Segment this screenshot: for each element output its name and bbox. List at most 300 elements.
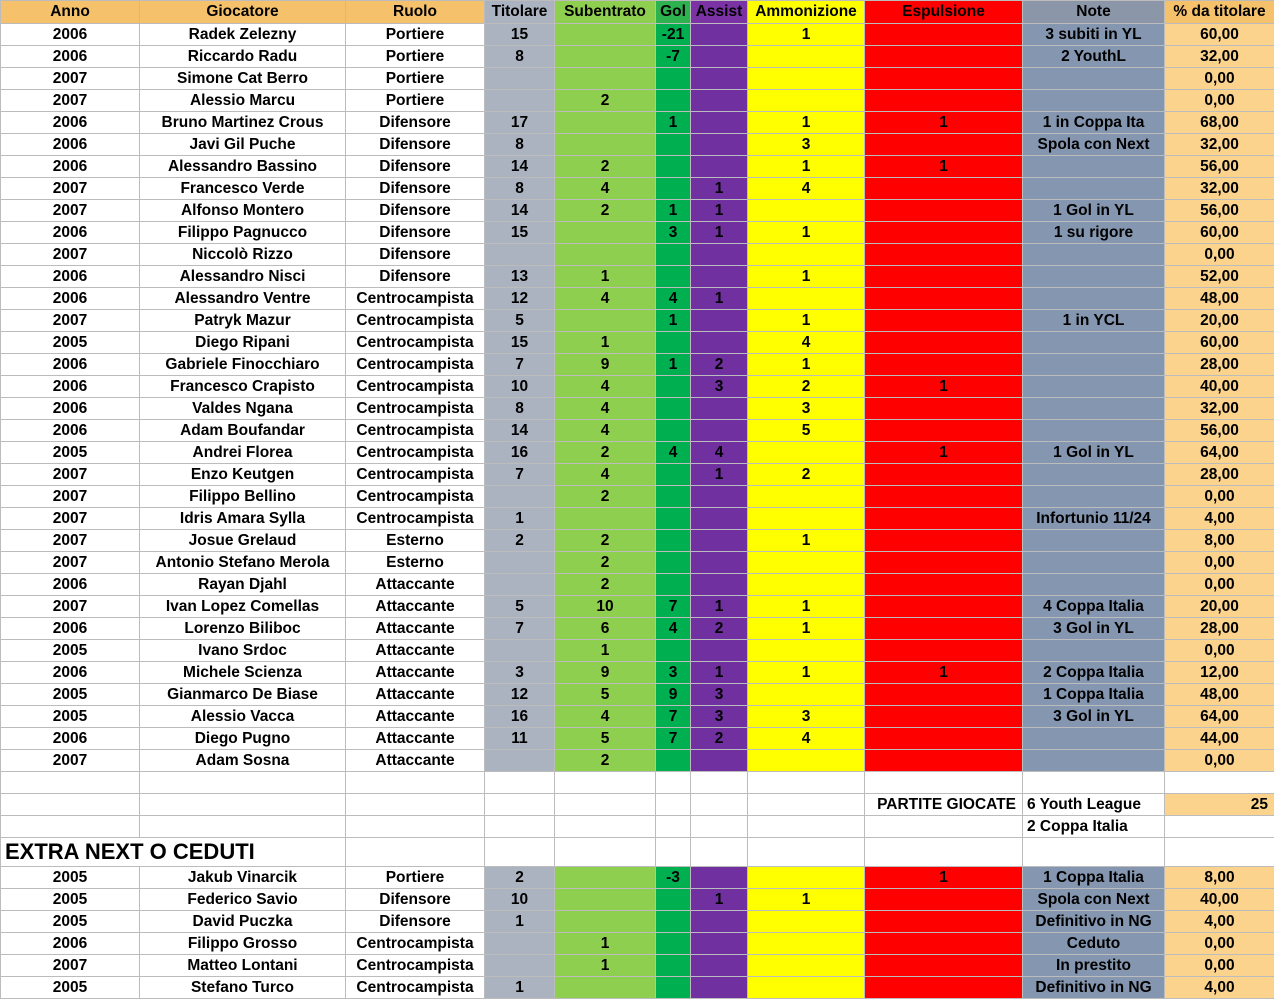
ruolo-cell[interactable]: Difensore <box>346 266 485 288</box>
assist-cell[interactable] <box>691 552 748 574</box>
ruolo-cell[interactable]: Centrocampista <box>346 354 485 376</box>
anno-cell[interactable]: 2007 <box>1 955 140 977</box>
percentuale-cell[interactable]: 32,00 <box>1165 398 1274 420</box>
ammonizione-cell[interactable]: 1 <box>748 889 865 911</box>
anno-cell[interactable]: 2006 <box>1 222 140 244</box>
espulsione-cell[interactable]: 1 <box>865 376 1023 398</box>
assist-cell[interactable] <box>691 68 748 90</box>
gol-cell[interactable]: 4 <box>656 288 691 310</box>
ruolo-cell[interactable]: Centrocampista <box>346 332 485 354</box>
empty-cell[interactable] <box>485 816 555 838</box>
titolare-cell[interactable]: 8 <box>485 178 555 200</box>
assist-cell[interactable]: 3 <box>691 376 748 398</box>
percentuale-cell[interactable]: 48,00 <box>1165 684 1274 706</box>
titolare-cell[interactable]: 1 <box>485 977 555 999</box>
espulsione-cell[interactable] <box>865 332 1023 354</box>
giocatore-cell[interactable]: Alessandro Bassino <box>140 156 346 178</box>
assist-cell[interactable]: 4 <box>691 442 748 464</box>
giocatore-cell[interactable]: Federico Savio <box>140 889 346 911</box>
subentrato-cell[interactable]: 4 <box>555 464 656 486</box>
giocatore-cell[interactable]: Patryk Mazur <box>140 310 346 332</box>
assist-cell[interactable] <box>691 867 748 889</box>
titolare-cell[interactable] <box>485 90 555 112</box>
ruolo-cell[interactable]: Centrocampista <box>346 977 485 999</box>
header-note[interactable]: Note <box>1023 1 1165 24</box>
subentrato-cell[interactable]: 9 <box>555 354 656 376</box>
titolare-cell[interactable]: 5 <box>485 596 555 618</box>
assist-cell[interactable] <box>691 911 748 933</box>
anno-cell[interactable]: 2006 <box>1 156 140 178</box>
empty-cell[interactable] <box>691 816 748 838</box>
titolare-cell[interactable]: 12 <box>485 684 555 706</box>
percentuale-cell[interactable]: 56,00 <box>1165 156 1274 178</box>
assist-cell[interactable]: 1 <box>691 200 748 222</box>
espulsione-cell[interactable]: 1 <box>865 662 1023 684</box>
ruolo-cell[interactable]: Difensore <box>346 134 485 156</box>
assist-cell[interactable] <box>691 46 748 68</box>
note-cell[interactable]: 1 Coppa Italia <box>1023 684 1165 706</box>
anno-cell[interactable]: 2006 <box>1 933 140 955</box>
titolare-cell[interactable]: 7 <box>485 464 555 486</box>
giocatore-cell[interactable]: Adam Boufandar <box>140 420 346 442</box>
ammonizione-cell[interactable]: 1 <box>748 662 865 684</box>
note-cell[interactable] <box>1023 332 1165 354</box>
ruolo-cell[interactable]: Centrocampista <box>346 420 485 442</box>
subentrato-cell[interactable]: 2 <box>555 200 656 222</box>
percentuale-cell[interactable]: 32,00 <box>1165 134 1274 156</box>
espulsione-cell[interactable] <box>865 684 1023 706</box>
note-cell[interactable] <box>1023 640 1165 662</box>
assist-cell[interactable]: 1 <box>691 222 748 244</box>
subentrato-cell[interactable] <box>555 310 656 332</box>
giocatore-cell[interactable]: Jakub Vinarcik <box>140 867 346 889</box>
note-cell[interactable]: 3 Gol in YL <box>1023 706 1165 728</box>
percentuale-cell[interactable]: 60,00 <box>1165 332 1274 354</box>
empty-cell[interactable] <box>1165 838 1274 867</box>
note-cell[interactable] <box>1023 574 1165 596</box>
empty-cell[interactable] <box>555 816 656 838</box>
giocatore-cell[interactable]: Alessandro Nisci <box>140 266 346 288</box>
assist-cell[interactable] <box>691 90 748 112</box>
empty-cell[interactable] <box>1165 772 1274 794</box>
anno-cell[interactable]: 2007 <box>1 310 140 332</box>
giocatore-cell[interactable]: Diego Pugno <box>140 728 346 750</box>
titolare-cell[interactable]: 8 <box>485 398 555 420</box>
gol-cell[interactable]: 1 <box>656 354 691 376</box>
percentuale-cell[interactable]: 20,00 <box>1165 596 1274 618</box>
giocatore-cell[interactable]: Filippo Bellino <box>140 486 346 508</box>
ruolo-cell[interactable]: Centrocampista <box>346 376 485 398</box>
header-assist[interactable]: Assist <box>691 1 748 24</box>
note-cell[interactable]: 2 Coppa Italia <box>1023 662 1165 684</box>
subentrato-cell[interactable] <box>555 889 656 911</box>
espulsione-cell[interactable] <box>865 640 1023 662</box>
gol-cell[interactable] <box>656 398 691 420</box>
subentrato-cell[interactable] <box>555 508 656 530</box>
ammonizione-cell[interactable]: 1 <box>748 596 865 618</box>
empty-cell[interactable] <box>555 794 656 816</box>
subentrato-cell[interactable]: 2 <box>555 442 656 464</box>
assist-cell[interactable]: 1 <box>691 178 748 200</box>
ammonizione-cell[interactable]: 1 <box>748 310 865 332</box>
gol-cell[interactable]: 4 <box>656 618 691 640</box>
ammonizione-cell[interactable] <box>748 574 865 596</box>
anno-cell[interactable]: 2006 <box>1 134 140 156</box>
subentrato-cell[interactable]: 4 <box>555 420 656 442</box>
ammonizione-cell[interactable]: 5 <box>748 420 865 442</box>
ruolo-cell[interactable]: Portiere <box>346 24 485 46</box>
note-cell[interactable] <box>1023 486 1165 508</box>
note-cell[interactable] <box>1023 266 1165 288</box>
anno-cell[interactable]: 2007 <box>1 552 140 574</box>
ammonizione-cell[interactable]: 1 <box>748 112 865 134</box>
note-cell[interactable]: 2 YouthL <box>1023 46 1165 68</box>
ruolo-cell[interactable]: Centrocampista <box>346 933 485 955</box>
titolare-cell[interactable]: 8 <box>485 46 555 68</box>
titolare-cell[interactable]: 15 <box>485 332 555 354</box>
ruolo-cell[interactable]: Esterno <box>346 552 485 574</box>
note-cell[interactable]: 1 Gol in YL <box>1023 442 1165 464</box>
empty-cell[interactable] <box>865 816 1023 838</box>
anno-cell[interactable]: 2006 <box>1 398 140 420</box>
giocatore-cell[interactable]: Alessio Marcu <box>140 90 346 112</box>
ruolo-cell[interactable]: Centrocampista <box>346 398 485 420</box>
ruolo-cell[interactable]: Esterno <box>346 530 485 552</box>
ruolo-cell[interactable]: Attaccante <box>346 618 485 640</box>
espulsione-cell[interactable] <box>865 244 1023 266</box>
titolare-cell[interactable]: 10 <box>485 889 555 911</box>
espulsione-cell[interactable] <box>865 134 1023 156</box>
header-titolare[interactable]: Titolare <box>485 1 555 24</box>
giocatore-cell[interactable]: Ivano Srdoc <box>140 640 346 662</box>
note-cell[interactable] <box>1023 552 1165 574</box>
giocatore-cell[interactable]: Ivan Lopez Comellas <box>140 596 346 618</box>
subentrato-cell[interactable]: 10 <box>555 596 656 618</box>
anno-cell[interactable]: 2007 <box>1 68 140 90</box>
percentuale-cell[interactable]: 0,00 <box>1165 640 1274 662</box>
gol-cell[interactable] <box>656 977 691 999</box>
percentuale-cell[interactable]: 0,00 <box>1165 750 1274 772</box>
espulsione-cell[interactable] <box>865 977 1023 999</box>
ruolo-cell[interactable]: Centrocampista <box>346 310 485 332</box>
gol-cell[interactable] <box>656 508 691 530</box>
espulsione-cell[interactable]: 1 <box>865 156 1023 178</box>
espulsione-cell[interactable] <box>865 288 1023 310</box>
ruolo-cell[interactable]: Centrocampista <box>346 508 485 530</box>
empty-cell[interactable] <box>656 772 691 794</box>
note-cell[interactable]: In prestito <box>1023 955 1165 977</box>
empty-cell[interactable] <box>1 816 140 838</box>
empty-cell[interactable] <box>691 794 748 816</box>
anno-cell[interactable]: 2006 <box>1 24 140 46</box>
subentrato-cell[interactable] <box>555 867 656 889</box>
gol-cell[interactable] <box>656 750 691 772</box>
header-gol[interactable]: Gol <box>656 1 691 24</box>
anno-cell[interactable]: 2006 <box>1 574 140 596</box>
empty-cell[interactable] <box>140 794 346 816</box>
subentrato-cell[interactable]: 2 <box>555 90 656 112</box>
subentrato-cell[interactable] <box>555 68 656 90</box>
ammonizione-cell[interactable] <box>748 684 865 706</box>
percentuale-cell[interactable]: 0,00 <box>1165 552 1274 574</box>
empty-cell[interactable] <box>346 816 485 838</box>
espulsione-cell[interactable] <box>865 574 1023 596</box>
assist-cell[interactable] <box>691 156 748 178</box>
ammonizione-cell[interactable] <box>748 442 865 464</box>
note-cell[interactable] <box>1023 376 1165 398</box>
ruolo-cell[interactable]: Difensore <box>346 112 485 134</box>
titolare-cell[interactable] <box>485 574 555 596</box>
anno-cell[interactable]: 2006 <box>1 354 140 376</box>
espulsione-cell[interactable] <box>865 464 1023 486</box>
percentuale-cell[interactable]: 64,00 <box>1165 442 1274 464</box>
gol-cell[interactable] <box>656 134 691 156</box>
gol-cell[interactable] <box>656 911 691 933</box>
percentuale-cell[interactable]: 20,00 <box>1165 310 1274 332</box>
gol-cell[interactable] <box>656 640 691 662</box>
percentuale-cell[interactable]: 28,00 <box>1165 618 1274 640</box>
percentuale-cell[interactable]: 44,00 <box>1165 728 1274 750</box>
anno-cell[interactable]: 2006 <box>1 618 140 640</box>
gol-cell[interactable] <box>656 530 691 552</box>
gol-cell[interactable] <box>656 68 691 90</box>
header-giocatore[interactable]: Giocatore <box>140 1 346 24</box>
espulsione-cell[interactable] <box>865 90 1023 112</box>
giocatore-cell[interactable]: Andrei Florea <box>140 442 346 464</box>
titolare-cell[interactable]: 14 <box>485 200 555 222</box>
ammonizione-cell[interactable] <box>748 486 865 508</box>
anno-cell[interactable]: 2007 <box>1 486 140 508</box>
giocatore-cell[interactable]: Riccardo Radu <box>140 46 346 68</box>
assist-cell[interactable] <box>691 640 748 662</box>
ammonizione-cell[interactable]: 4 <box>748 178 865 200</box>
anno-cell[interactable]: 2006 <box>1 288 140 310</box>
espulsione-cell[interactable] <box>865 596 1023 618</box>
giocatore-cell[interactable]: Idris Amara Sylla <box>140 508 346 530</box>
percentuale-cell[interactable]: 4,00 <box>1165 911 1274 933</box>
titolare-cell[interactable]: 1 <box>485 911 555 933</box>
subentrato-cell[interactable] <box>555 911 656 933</box>
assist-cell[interactable] <box>691 332 748 354</box>
ruolo-cell[interactable]: Difensore <box>346 889 485 911</box>
assist-cell[interactable] <box>691 530 748 552</box>
espulsione-cell[interactable] <box>865 750 1023 772</box>
empty-cell[interactable] <box>748 816 865 838</box>
espulsione-cell[interactable] <box>865 889 1023 911</box>
titolare-cell[interactable]: 8 <box>485 134 555 156</box>
ammonizione-cell[interactable] <box>748 750 865 772</box>
espulsione-cell[interactable] <box>865 68 1023 90</box>
titolare-cell[interactable]: 5 <box>485 310 555 332</box>
note-cell[interactable]: 1 su rigore <box>1023 222 1165 244</box>
empty-cell[interactable] <box>748 772 865 794</box>
ruolo-cell[interactable]: Difensore <box>346 200 485 222</box>
percentuale-cell[interactable]: 28,00 <box>1165 464 1274 486</box>
empty-cell[interactable] <box>748 838 865 867</box>
giocatore-cell[interactable]: Bruno Martinez Crous <box>140 112 346 134</box>
titolare-cell[interactable] <box>485 955 555 977</box>
espulsione-cell[interactable] <box>865 508 1023 530</box>
subentrato-cell[interactable] <box>555 134 656 156</box>
assist-cell[interactable]: 3 <box>691 684 748 706</box>
subentrato-cell[interactable]: 2 <box>555 552 656 574</box>
ammonizione-cell[interactable] <box>748 46 865 68</box>
assist-cell[interactable] <box>691 933 748 955</box>
giocatore-cell[interactable]: Niccolò Rizzo <box>140 244 346 266</box>
empty-cell[interactable] <box>865 838 1023 867</box>
empty-cell[interactable] <box>691 838 748 867</box>
ammonizione-cell[interactable] <box>748 90 865 112</box>
anno-cell[interactable]: 2006 <box>1 662 140 684</box>
anno-cell[interactable]: 2005 <box>1 889 140 911</box>
gol-cell[interactable] <box>656 955 691 977</box>
titolare-cell[interactable] <box>485 486 555 508</box>
percentuale-cell[interactable]: 8,00 <box>1165 867 1274 889</box>
subentrato-cell[interactable]: 5 <box>555 728 656 750</box>
anno-cell[interactable]: 2007 <box>1 244 140 266</box>
note-cell[interactable] <box>1023 420 1165 442</box>
assist-cell[interactable] <box>691 266 748 288</box>
ammonizione-cell[interactable]: 3 <box>748 398 865 420</box>
gol-cell[interactable] <box>656 933 691 955</box>
percentuale-cell[interactable]: 56,00 <box>1165 200 1274 222</box>
ruolo-cell[interactable]: Portiere <box>346 867 485 889</box>
empty-cell[interactable] <box>1 772 140 794</box>
anno-cell[interactable]: 2006 <box>1 728 140 750</box>
ammonizione-cell[interactable] <box>748 977 865 999</box>
titolare-cell[interactable]: 12 <box>485 288 555 310</box>
percentuale-cell[interactable]: 8,00 <box>1165 530 1274 552</box>
note-cell[interactable] <box>1023 68 1165 90</box>
ruolo-cell[interactable]: Centrocampista <box>346 464 485 486</box>
ammonizione-cell[interactable]: 2 <box>748 376 865 398</box>
ruolo-cell[interactable]: Difensore <box>346 911 485 933</box>
note-cell[interactable]: Spola con Next <box>1023 134 1165 156</box>
empty-cell[interactable] <box>346 772 485 794</box>
assist-cell[interactable] <box>691 574 748 596</box>
subentrato-cell[interactable] <box>555 222 656 244</box>
empty-cell[interactable] <box>748 794 865 816</box>
espulsione-cell[interactable] <box>865 530 1023 552</box>
header-percentuale[interactable]: % da titolare <box>1165 1 1274 24</box>
percentuale-cell[interactable]: 48,00 <box>1165 288 1274 310</box>
anno-cell[interactable]: 2005 <box>1 442 140 464</box>
percentuale-cell[interactable]: 60,00 <box>1165 222 1274 244</box>
percentuale-cell[interactable]: 0,00 <box>1165 486 1274 508</box>
subentrato-cell[interactable] <box>555 46 656 68</box>
giocatore-cell[interactable]: Javi Gil Puche <box>140 134 346 156</box>
gol-cell[interactable] <box>656 486 691 508</box>
gol-cell[interactable]: 7 <box>656 728 691 750</box>
coppa-italia-count[interactable]: 2 Coppa Italia <box>1023 816 1165 838</box>
ruolo-cell[interactable]: Attaccante <box>346 728 485 750</box>
titolare-cell[interactable] <box>485 68 555 90</box>
percentuale-cell[interactable]: 12,00 <box>1165 662 1274 684</box>
gol-cell[interactable] <box>656 90 691 112</box>
subentrato-cell[interactable]: 2 <box>555 530 656 552</box>
note-cell[interactable]: Spola con Next <box>1023 889 1165 911</box>
assist-cell[interactable] <box>691 244 748 266</box>
percentuale-cell[interactable]: 68,00 <box>1165 112 1274 134</box>
gol-cell[interactable] <box>656 889 691 911</box>
note-cell[interactable] <box>1023 398 1165 420</box>
percentuale-cell[interactable]: 0,00 <box>1165 90 1274 112</box>
note-cell[interactable]: Definitivo in NG <box>1023 977 1165 999</box>
anno-cell[interactable]: 2005 <box>1 684 140 706</box>
titolare-cell[interactable]: 15 <box>485 24 555 46</box>
anno-cell[interactable]: 2005 <box>1 706 140 728</box>
titolare-cell[interactable]: 11 <box>485 728 555 750</box>
espulsione-cell[interactable] <box>865 200 1023 222</box>
espulsione-cell[interactable] <box>865 955 1023 977</box>
assist-cell[interactable] <box>691 977 748 999</box>
subentrato-cell[interactable]: 4 <box>555 706 656 728</box>
note-cell[interactable] <box>1023 530 1165 552</box>
ammonizione-cell[interactable] <box>748 867 865 889</box>
ruolo-cell[interactable]: Difensore <box>346 244 485 266</box>
partite-giocate-label[interactable]: PARTITE GIOCATE <box>865 794 1023 816</box>
ruolo-cell[interactable]: Centrocampista <box>346 442 485 464</box>
gol-cell[interactable]: 1 <box>656 310 691 332</box>
empty-cell[interactable] <box>656 838 691 867</box>
giocatore-cell[interactable]: Radek Zelezny <box>140 24 346 46</box>
ruolo-cell[interactable]: Attaccante <box>346 706 485 728</box>
empty-cell[interactable] <box>865 772 1023 794</box>
ammonizione-cell[interactable] <box>748 68 865 90</box>
giocatore-cell[interactable]: Francesco Crapisto <box>140 376 346 398</box>
giocatore-cell[interactable]: Lorenzo Biliboc <box>140 618 346 640</box>
youth-league-count[interactable]: 6 Youth League <box>1023 794 1165 816</box>
note-cell[interactable]: 1 in YCL <box>1023 310 1165 332</box>
anno-cell[interactable]: 2007 <box>1 200 140 222</box>
empty-cell[interactable] <box>485 772 555 794</box>
empty-cell[interactable] <box>140 816 346 838</box>
assist-cell[interactable]: 2 <box>691 354 748 376</box>
assist-cell[interactable]: 1 <box>691 288 748 310</box>
ammonizione-cell[interactable]: 2 <box>748 464 865 486</box>
gol-cell[interactable] <box>656 376 691 398</box>
ruolo-cell[interactable]: Attaccante <box>346 596 485 618</box>
note-cell[interactable] <box>1023 354 1165 376</box>
subentrato-cell[interactable] <box>555 977 656 999</box>
ruolo-cell[interactable]: Attaccante <box>346 684 485 706</box>
ammonizione-cell[interactable] <box>748 508 865 530</box>
subentrato-cell[interactable]: 4 <box>555 178 656 200</box>
note-cell[interactable] <box>1023 464 1165 486</box>
giocatore-cell[interactable]: David Puczka <box>140 911 346 933</box>
empty-cell[interactable] <box>555 772 656 794</box>
espulsione-cell[interactable] <box>865 178 1023 200</box>
percentuale-cell[interactable]: 40,00 <box>1165 889 1274 911</box>
ammonizione-cell[interactable] <box>748 955 865 977</box>
subentrato-cell[interactable] <box>555 112 656 134</box>
note-cell[interactable]: 1 Coppa Italia <box>1023 867 1165 889</box>
gol-cell[interactable]: -7 <box>656 46 691 68</box>
assist-cell[interactable] <box>691 112 748 134</box>
titolare-cell[interactable]: 1 <box>485 508 555 530</box>
assist-cell[interactable]: 1 <box>691 889 748 911</box>
partite-total[interactable]: 25 <box>1165 794 1274 816</box>
ammonizione-cell[interactable] <box>748 911 865 933</box>
giocatore-cell[interactable]: Filippo Grosso <box>140 933 346 955</box>
gol-cell[interactable]: 7 <box>656 596 691 618</box>
giocatore-cell[interactable]: Stefano Turco <box>140 977 346 999</box>
percentuale-cell[interactable]: 52,00 <box>1165 266 1274 288</box>
assist-cell[interactable]: 2 <box>691 618 748 640</box>
empty-cell[interactable] <box>1023 838 1165 867</box>
ruolo-cell[interactable]: Attaccante <box>346 574 485 596</box>
titolare-cell[interactable]: 15 <box>485 222 555 244</box>
